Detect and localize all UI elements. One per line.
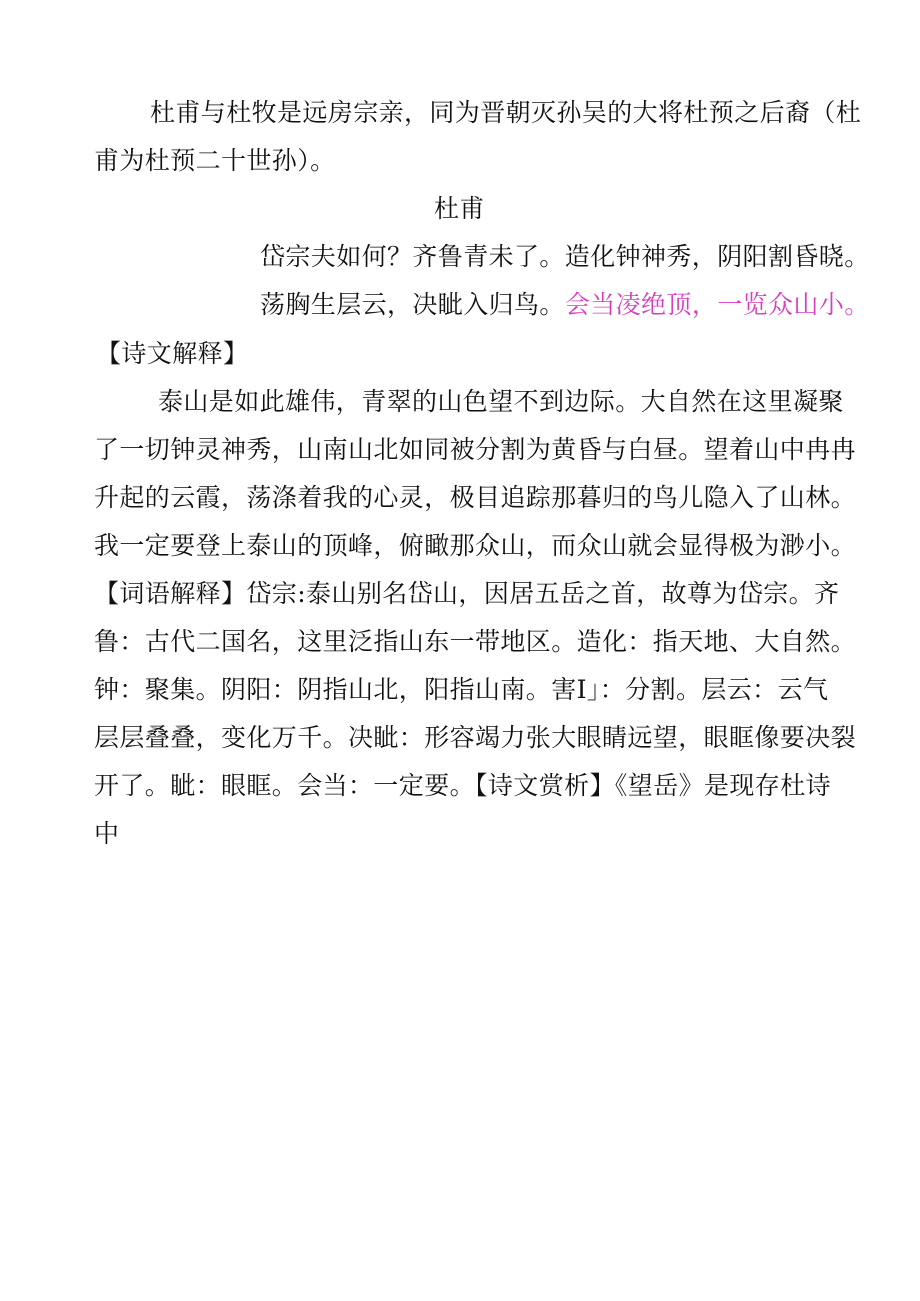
explanation-line-2: 了一切钟灵神秀，山南山北如同被分割为黄昏与白昼。望着山中冉冉	[94, 435, 857, 464]
poem-title: 杜甫	[434, 194, 485, 223]
glossary-line-6: 中	[94, 819, 120, 848]
poem-line-2-plain: 荡胸生层云，决眦入归鸟。	[260, 290, 565, 319]
glossary-line-2: 鲁：古代二国名，这里泛指山东一带地区。造化：指天地、大自然。	[94, 627, 857, 656]
glossary-line-4: 层层叠叠，变化万千。决眦：形容竭力张大眼睛远望，眼眶像要决裂	[94, 723, 857, 752]
explanation-line-4: 我一定要登上泰山的顶峰，俯瞰那众山，而众山就会显得极为渺小。	[94, 531, 857, 560]
explanation-heading: 【诗文解释】	[96, 339, 249, 368]
poem-line-2-highlight: 会当凌绝顶，一览众山小。	[564, 290, 870, 319]
poem-line-1: 岱宗夫如何？齐鲁青未了。造化钟神秀，阴阳割昏晓。	[260, 242, 870, 271]
poem-line-2	[260, 290, 870, 320]
glossary-line-1: 【词语解释】岱宗:泰山别名岱山，因居五岳之首，故尊为岱宗。齐	[94, 579, 840, 608]
explanation-line-1: 泰山是如此雄伟，青翠的山色望不到边际。大自然在这里凝聚	[158, 387, 844, 416]
glossary-line-5: 开了。眦：眼眶。会当：一定要。【诗文赏析】《望岳》是现存杜诗	[94, 771, 832, 800]
intro-line-1: 杜甫与杜牧是远房宗亲，同为晋朝灭孙吴的大将杜预之后裔（杜	[150, 98, 862, 127]
glossary-line-3: 钟：聚集。阴阳：阴指山北，阳指山南。害I」：分割。层云：云气	[94, 675, 829, 704]
intro-line-2: 甫为杜预二十世孙）。	[94, 146, 336, 175]
explanation-line-3: 升起的云霞，荡涤着我的心灵，极目追踪那暮归的鸟儿隐入了山林。	[94, 483, 857, 512]
